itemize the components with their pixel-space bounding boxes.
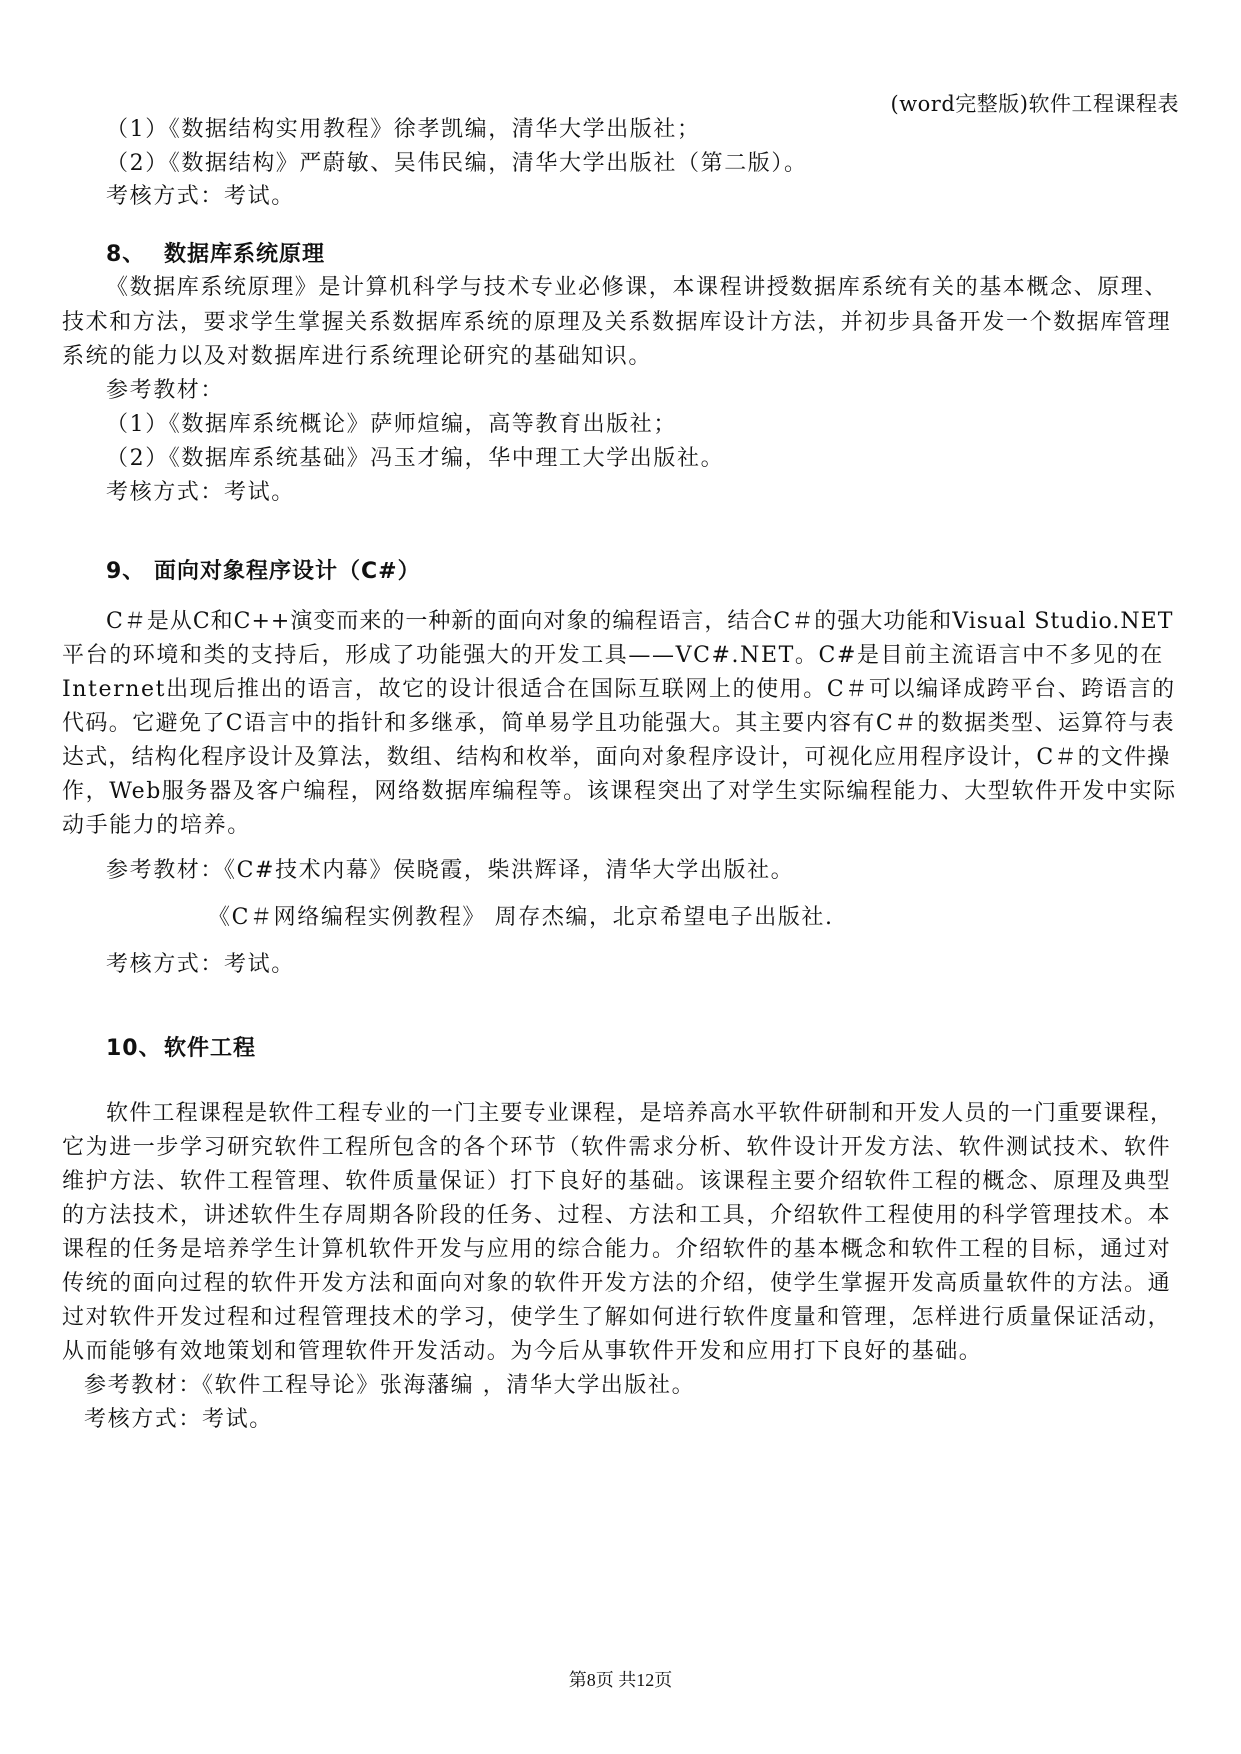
section-10-body-line-6: 传统的面向过程的软件开发方法和面向对象的软件开发方法的介绍，使学生掌握开发高质量软件的方法。通 <box>62 1271 1172 1296</box>
section-8-exam: 考核方式：考试。 <box>106 480 295 505</box>
section-10-body-line-3: 维护方法、软件工程管理、软件质量保证）打下良好的基础。该课程主要介绍软件工程的概念、原理及典型 <box>62 1169 1172 1194</box>
section-10-body-line-1: 软件工程课程是软件工程专业的一门主要专业课程，是培养高水平软件研制和开发人员的一门重要课程， <box>106 1101 1174 1126</box>
section-8-number: 8、 <box>106 242 146 267</box>
section-8-body-line-2: 技术和方法，要求学生掌握关系数据库系统的原理及关系数据库设计方法，并初步具备开发一个数据库管理 <box>62 310 1172 335</box>
page-footer: 第8页 共12页 <box>568 1670 673 1690</box>
top-ref-2: （2）《数据结构》严蔚敏、吴伟民编，清华大学出版社（第二版）。 <box>106 151 808 176</box>
section-10-body-line-7: 过对软件开发过程和过程管理技术的学习，使学生了解如何进行软件度量和管理，怎样进行质量保证活动， <box>62 1305 1172 1330</box>
section-9-ref-2: 《C＃网络编程实例教程》 周存杰编，北京希望电子出版社. <box>208 905 834 930</box>
section-9-body-line-6: 作，Web服务器及客户编程，网络数据库编程等。该课程突出了对学生实际编程能力、大型软件开发中实际 <box>62 779 1177 804</box>
section-9-ref-1: 参考教材：《C#技术内幕》侯晓霞，柴洪辉译，清华大学出版社。 <box>106 858 795 883</box>
section-10-body-line-2: 它为进一步学习研究软件工程所包含的各个环节（软件需求分析、软件设计开发方法、软件测试技术、软件 <box>62 1135 1172 1160</box>
section-9-heading <box>106 554 421 585</box>
section-10-body-line-8: 从而能够有效地策划和管理软件开发活动。为今后从事软件开发和应用打下良好的基础。 <box>62 1339 983 1364</box>
section-9-title: 面向对象程序设计（C#） <box>154 559 421 584</box>
section-9-body-line-3: Internet出现后推出的语言，故它的设计很适合在国际互联网上的使用。C＃可以编译成跨平台、跨语言的 <box>62 677 1176 702</box>
section-9-exam: 考核方式：考试。 <box>106 952 295 977</box>
section-9-body-line-5: 达式，结构化程序设计及算法，数组、结构和枚举，面向对象程序设计，可视化应用程序设计，C＃的文件操 <box>62 745 1171 770</box>
section-8-ref-label: 参考教材： <box>106 378 225 403</box>
section-10-ref: 参考教材：《软件工程导论》张海藩编 ，清华大学出版社。 <box>84 1373 696 1398</box>
section-9-body-line-7: 动手能力的培养。 <box>62 813 251 838</box>
section-8-ref-2: （2）《数据库系统基础》冯玉才编，华中理工大学出版社。 <box>106 446 725 471</box>
page-header: (word完整版)软件工程课程表 <box>890 92 1179 116</box>
section-10-heading <box>106 1031 256 1062</box>
section-10-number: 10、 <box>106 1036 162 1061</box>
section-8-body-line-3: 系统的能力以及对数据库进行系统理论研究的基础知识。 <box>62 344 653 369</box>
section-8-body-line-1: 《数据库系统原理》是计算机科学与技术专业必修课，本课程讲授数据库系统有关的基本概念、原理、 <box>106 275 1169 300</box>
section-9-body-line-4: 代码。它避免了C语言中的指针和多继承，简单易学且功能强大。其主要内容有C＃的数据类型、运算符与表 <box>62 711 1175 736</box>
top-ref-1: （1）《数据结构实用教程》徐孝凯编，清华大学出版社； <box>106 117 701 142</box>
top-exam: 考核方式：考试。 <box>106 184 295 209</box>
section-8-heading <box>106 237 325 268</box>
section-10-body-line-5: 课程的任务是培养学生计算机软件开发与应用的综合能力。介绍软件的基本概念和软件工程的目标，通过对 <box>62 1237 1172 1262</box>
section-9-number: 9、 <box>106 559 146 584</box>
section-10-body-line-4: 的方法技术，讲述软件生存周期各阶段的任务、过程、方法和工具，介绍软件工程使用的科学管理技术。本 <box>62 1203 1172 1228</box>
section-8-title: 数据库系统原理 <box>164 242 326 267</box>
section-10-exam: 考核方式：考试。 <box>84 1407 273 1432</box>
section-10-title: 软件工程 <box>164 1036 257 1061</box>
section-9-body-line-2: 平台的环境和类的支持后，形成了功能强大的开发工具——VC#.NET。C#是目前主流语言中不多见的在 <box>62 643 1164 668</box>
section-8-ref-1: （1）《数据库系统概论》萨师煊编，高等教育出版社； <box>106 412 677 437</box>
section-9-body-line-1: C＃是从C和C++演变而来的一种新的面向对象的编程语言，结合C＃的强大功能和Visual Studio.NET <box>106 609 1174 634</box>
